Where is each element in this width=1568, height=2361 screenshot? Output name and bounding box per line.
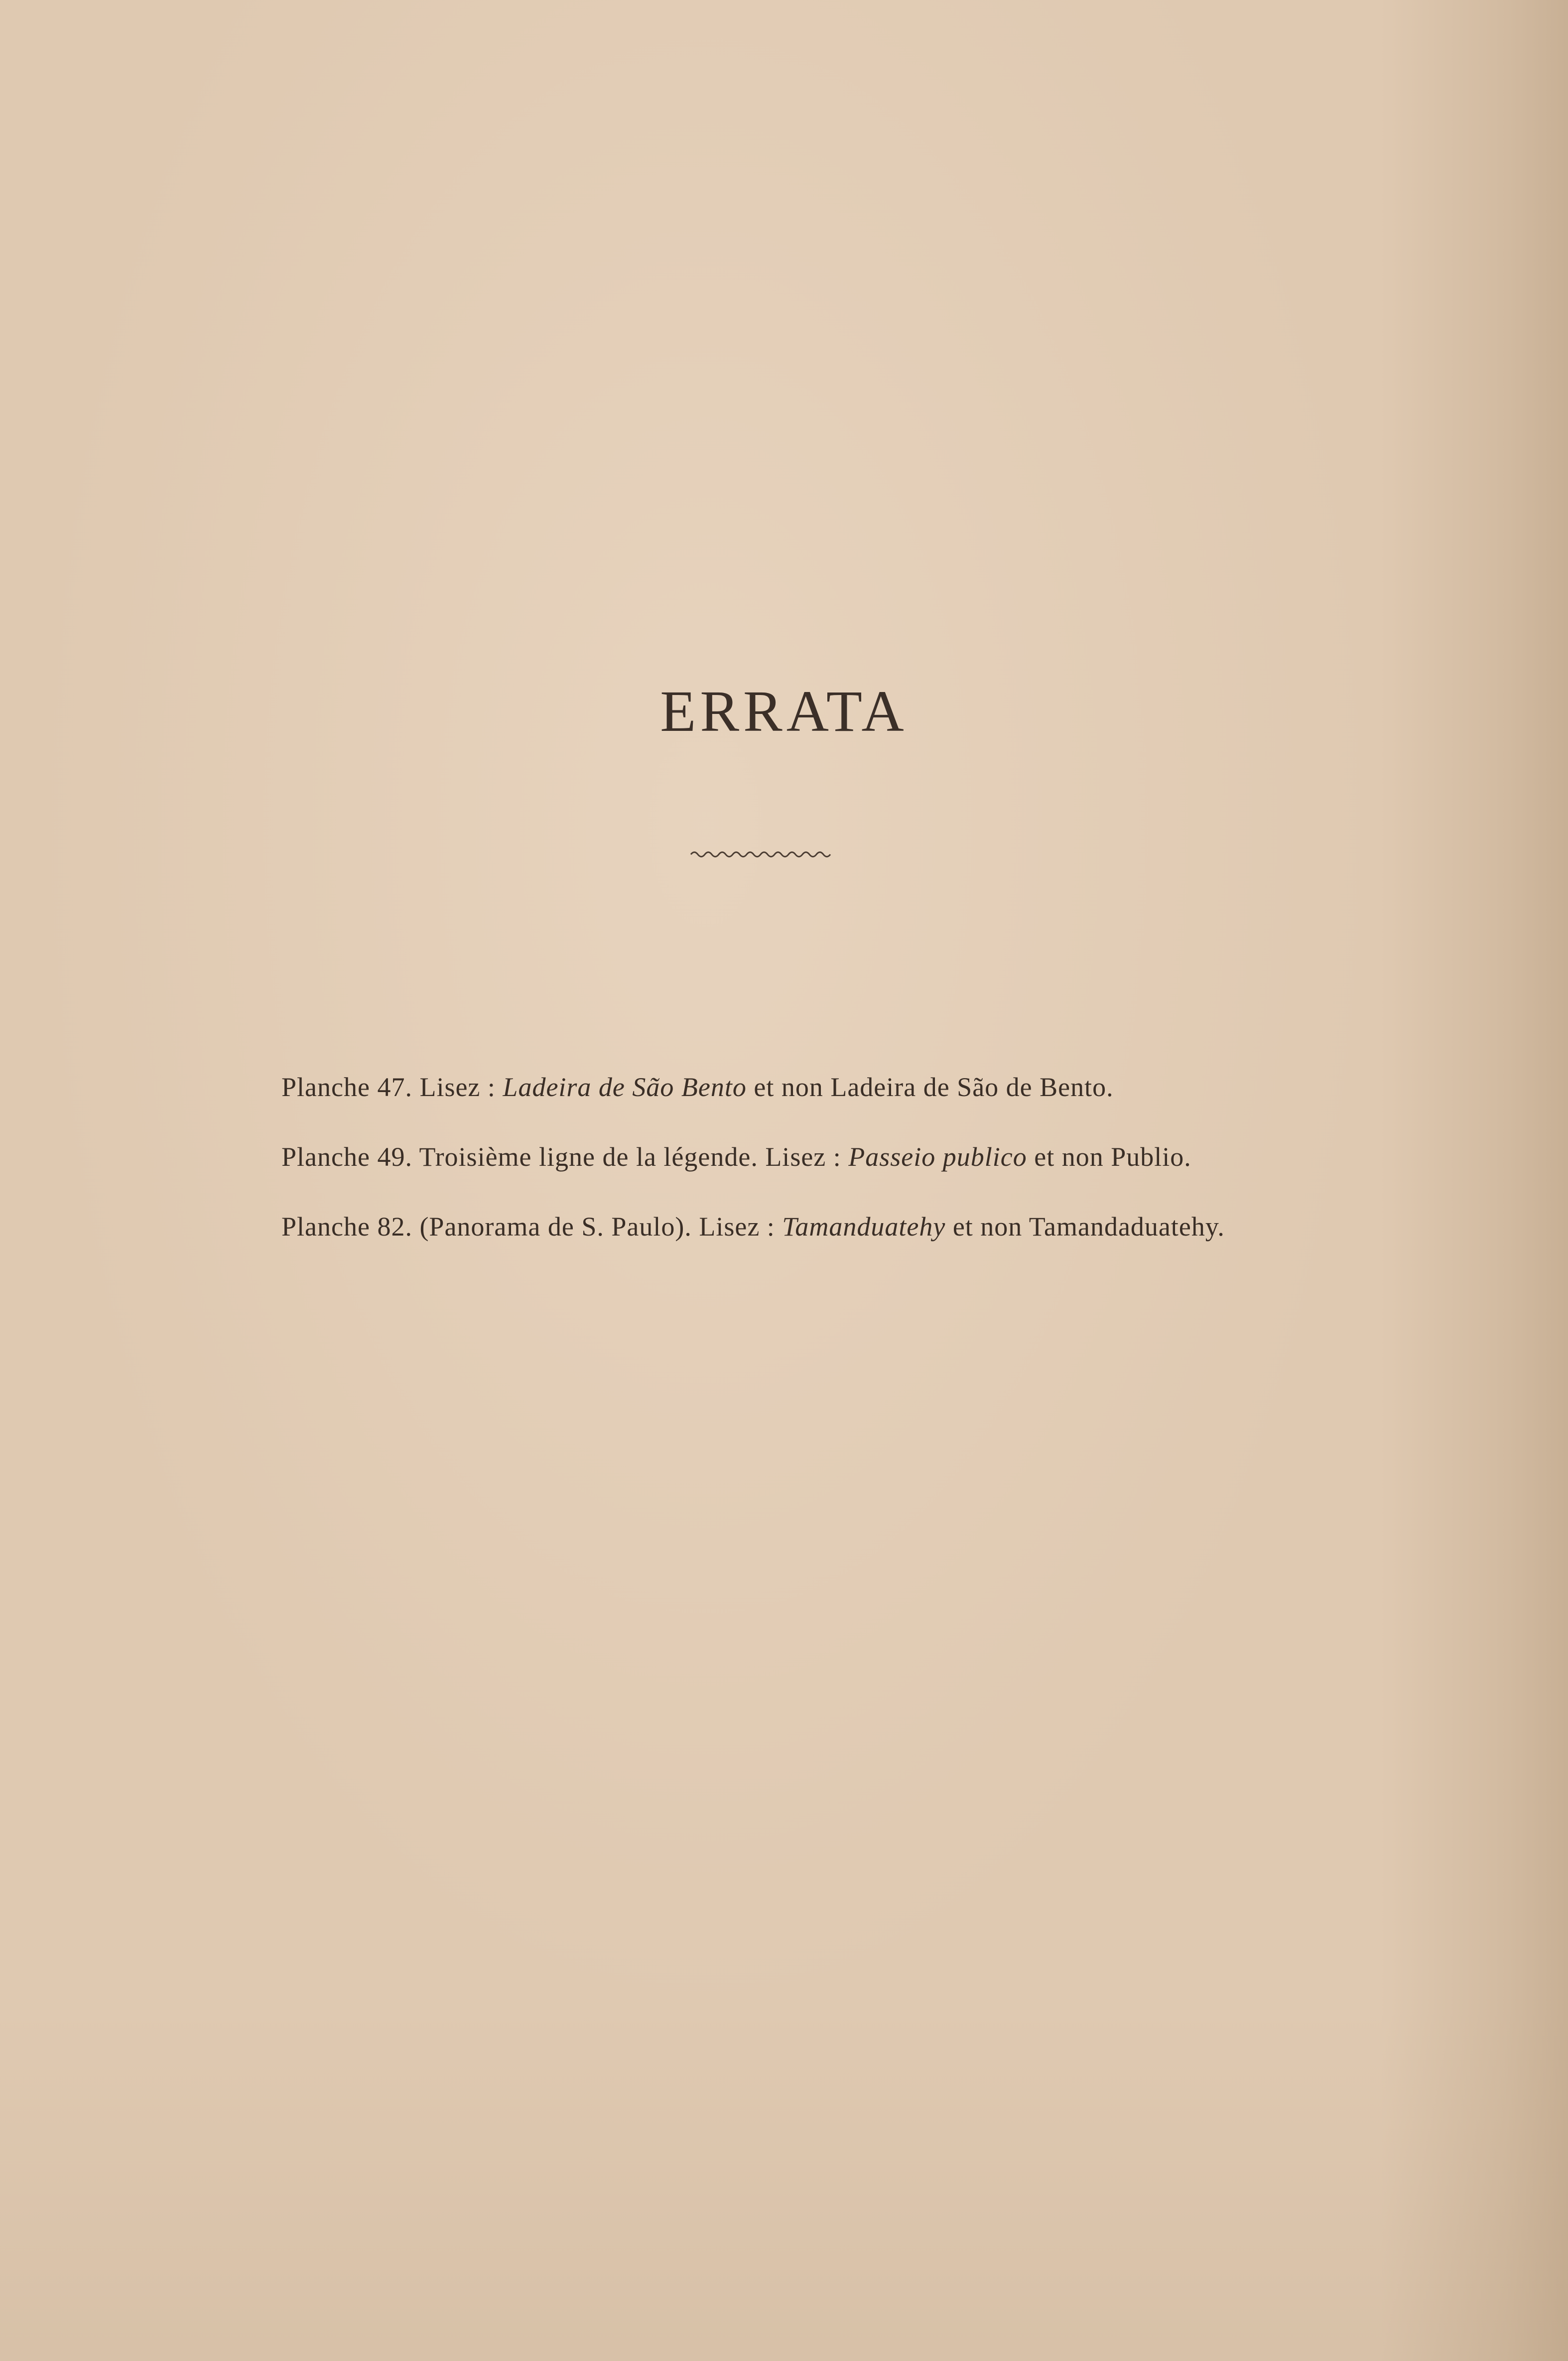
correct-reading: Passeio publico — [848, 1142, 1027, 1172]
entry-text: et non Tamandaduatehy. — [945, 1212, 1225, 1242]
entry-text: et non Publio. — [1027, 1142, 1191, 1172]
plate-number: Planche 47. — [281, 1072, 412, 1102]
errata-entry — [281, 1143, 1477, 1213]
entry-text: Troisième ligne de la légende. Lisez : — [412, 1142, 849, 1172]
correct-reading: Ladeira de São Bento — [503, 1072, 747, 1102]
errata-entry — [281, 1074, 1477, 1143]
errata-entry — [281, 1213, 1477, 1283]
wavy-rule-ornament-icon — [690, 847, 832, 862]
entry-text: (Panorama de S. Paulo). Lisez : — [412, 1212, 783, 1242]
entry-text: Lisez : — [412, 1072, 503, 1102]
plate-number: Planche 49. — [281, 1142, 412, 1172]
plate-number: Planche 82. — [281, 1212, 412, 1242]
entry-text: et non Ladeira de São de Bento. — [746, 1072, 1114, 1102]
errata-list — [281, 1074, 1477, 1283]
correct-reading: Tamanduatehy — [782, 1212, 946, 1242]
page-title: ERRATA — [660, 679, 908, 744]
